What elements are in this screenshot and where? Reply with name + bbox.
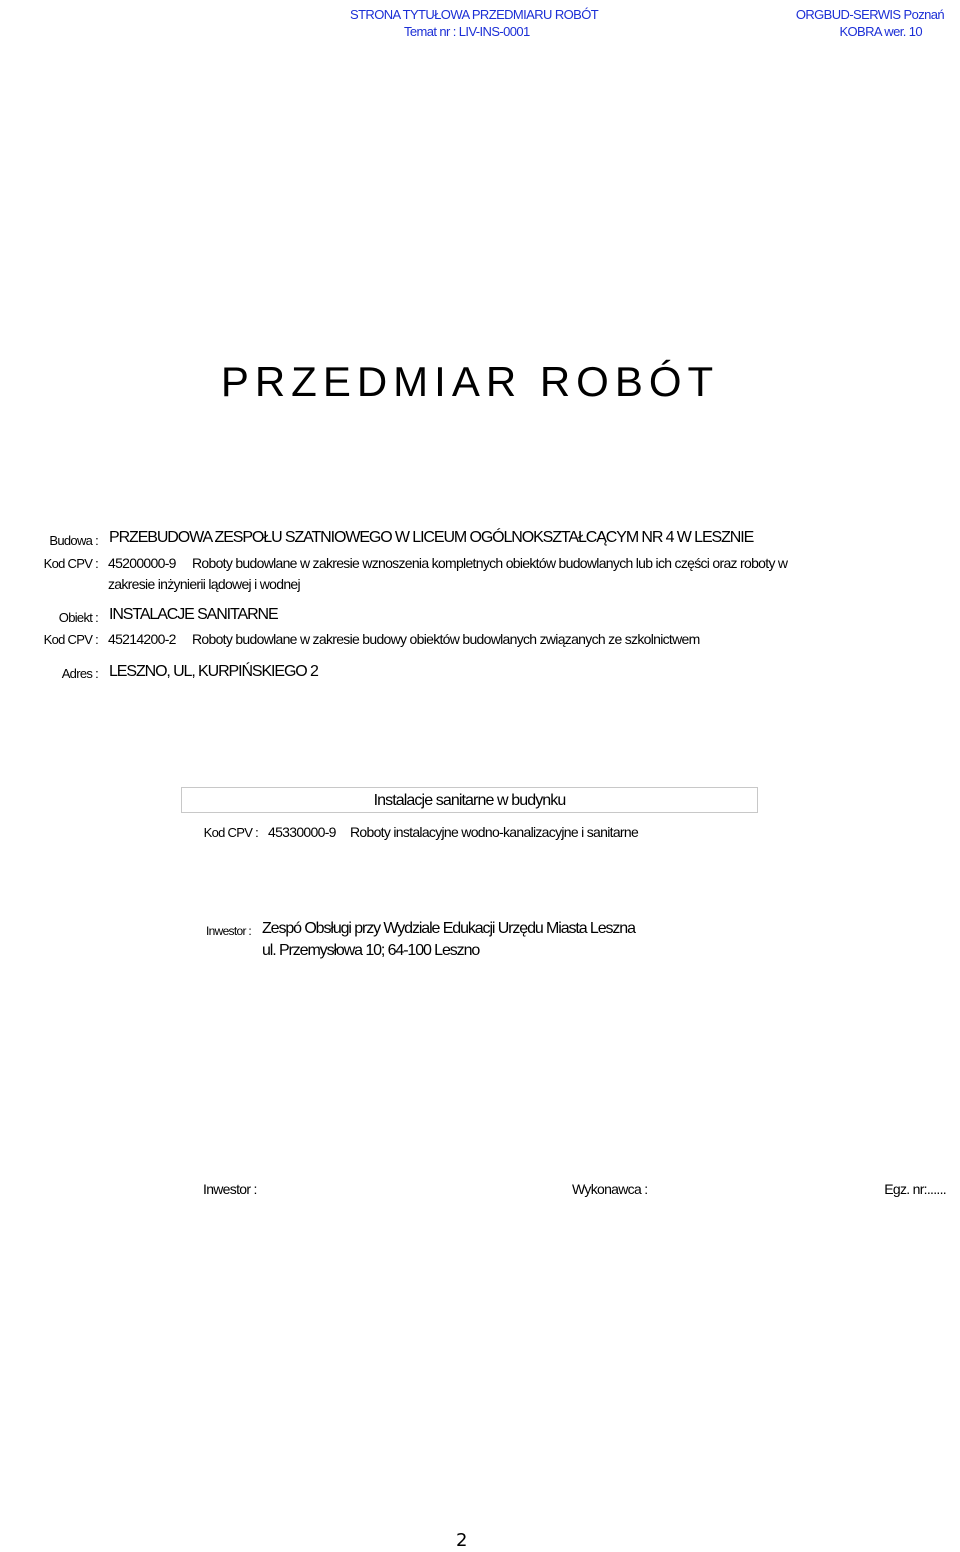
obiekt-cpv-code: 45214200-2 <box>108 631 176 647</box>
section-cpv-label: Kod CPV : <box>203 825 258 840</box>
header-doc-type: STRONA TYTUŁOWA PRZEDMIARU ROBÓT <box>350 7 599 22</box>
inwestor-label: Inwestor : <box>206 924 252 938</box>
page-title: PRZEDMIAR ROBÓT <box>220 358 720 405</box>
section-cpv-code: 45330000-9 <box>268 824 336 840</box>
header-software-version: KOBRA wer. 10 <box>839 24 922 39</box>
obiekt-cpv-label: Kod CPV : <box>43 632 98 647</box>
budowa-cpv-code: 45200000-9 <box>108 555 176 571</box>
header-topic-number: Temat nr : LIV-INS-0001 <box>404 24 530 39</box>
section-title: Instalacje sanitarne w budynku <box>373 792 566 809</box>
signature-wykonawca-label: Wykonawca : <box>572 1181 648 1197</box>
budowa-value: PRZEBUDOWA ZESPOŁU SZATNIOWEGO W LICEUM OGÓLNOKSZTAŁCĄCYM NR 4 W LESZNIE <box>109 529 754 546</box>
budowa-label: Budowa : <box>49 533 98 548</box>
adres-label: Adres : <box>61 666 98 681</box>
section-title-box <box>181 787 758 813</box>
budowa-cpv-desc-line1: Roboty budowlane w zakresie wznoszenia kompletnych obiektów budowlanych lub ich części oraz roboty w <box>192 555 788 571</box>
signature-inwestor-label: Inwestor : <box>203 1181 257 1197</box>
copy-number-label: Egz. nr:...... <box>884 1181 946 1197</box>
budowa-cpv-label: Kod CPV : <box>43 556 98 571</box>
inwestor-address: ul. Przemysłowa 10; 64-100 Leszno <box>262 942 480 959</box>
adres-value: LESZNO, UL, KURPIŃSKIEGO 2 <box>109 663 318 680</box>
budowa-cpv-desc-line2: zakresie inżynierii lądowej i wodnej <box>108 576 300 592</box>
inwestor-name: Zespó Obsługi przy Wydziale Edukacji Urzędu Miasta Leszna <box>262 920 635 937</box>
obiekt-cpv-desc: Roboty budowlane w zakresie budowy obiektów budowlanych związanych ze szkolnictwem <box>192 631 700 647</box>
obiekt-label: Obiekt : <box>58 610 98 625</box>
header-company: ORGBUD-SERWIS Poznań <box>795 7 944 22</box>
section-cpv-desc: Roboty instalacyjne wodno-kanalizacyjne i sanitarne <box>350 824 639 840</box>
page-number: 2 <box>456 1530 468 1551</box>
obiekt-value: INSTALACJE SANITARNE <box>109 606 278 623</box>
